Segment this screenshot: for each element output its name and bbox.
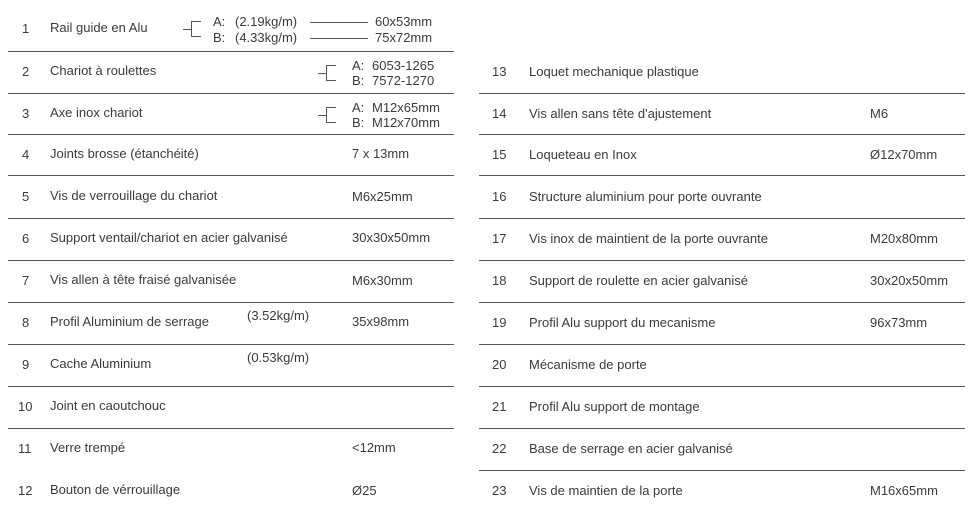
item-number: 20 — [492, 357, 507, 372]
item-spec: 30x30x50mm — [352, 230, 431, 245]
item-name: Vis de verrouillage du chariot — [50, 188, 218, 203]
variant-label: A: — [352, 100, 365, 115]
item-name: Rail guide en Alu — [50, 20, 148, 35]
item-spec: M6x30mm — [352, 273, 413, 288]
item-name: Mécanisme de porte — [529, 357, 647, 372]
leader-line — [310, 38, 368, 39]
variant-label: B: — [213, 30, 226, 45]
row-divider — [479, 302, 965, 303]
item-number: 2 — [22, 64, 30, 79]
item-spec: 7 x 13mm — [352, 146, 410, 161]
item-name: Profil Aluminium de serrage — [50, 314, 209, 329]
item-number: 9 — [22, 357, 30, 372]
row-divider — [479, 93, 965, 94]
item-number: 23 — [492, 483, 507, 498]
row-divider — [479, 428, 965, 429]
item-number: 6 — [22, 231, 30, 246]
variant-label: A: — [352, 58, 365, 73]
item-spec: M20x80mm — [870, 231, 938, 246]
item-number: 7 — [22, 273, 30, 288]
row-divider — [8, 134, 454, 135]
row-divider — [479, 175, 965, 176]
row-divider — [479, 344, 965, 345]
item-number: 5 — [22, 189, 30, 204]
item-number: 13 — [492, 64, 507, 79]
item-number: 4 — [22, 147, 30, 162]
item-number: 18 — [492, 273, 507, 288]
item-spec: 96x73mm — [870, 315, 928, 330]
variant-dimension: 75x72mm — [375, 30, 433, 45]
item-name: Axe inox chariot — [50, 105, 143, 120]
item-name: Vis inox de maintient de la porte ouvrante — [529, 231, 768, 246]
item-number: 22 — [492, 441, 507, 456]
item-spec: M16x65mm — [870, 483, 938, 498]
row-divider — [8, 218, 454, 219]
item-spec: M6 — [870, 106, 889, 121]
row-divider — [8, 51, 454, 52]
variant-value: M12x65mm — [372, 100, 440, 115]
row-divider — [479, 260, 965, 261]
item-spec: M6x25mm — [352, 189, 413, 204]
item-weight: (0.53kg/m) — [247, 350, 310, 365]
item-spec: <12mm — [352, 440, 396, 455]
variant-label: B: — [352, 115, 365, 130]
item-name: Loqueteau en Inox — [529, 147, 637, 162]
row-divider — [8, 302, 454, 303]
item-name: Chariot à roulettes — [50, 63, 157, 78]
item-number: 19 — [492, 315, 507, 330]
item-name: Profil Alu support de montage — [529, 399, 700, 414]
item-name: Cache Aluminium — [50, 356, 152, 371]
item-number: 15 — [492, 147, 507, 162]
item-name: Verre trempé — [50, 440, 126, 455]
row-divider — [8, 386, 454, 387]
leader-line — [310, 22, 368, 23]
row-divider — [479, 470, 965, 471]
item-number: 17 — [492, 231, 507, 246]
item-name: Base de serrage en acier galvanisé — [529, 441, 733, 456]
item-number: 12 — [18, 483, 33, 498]
item-number: 8 — [22, 315, 30, 330]
variant-label: B: — [352, 73, 365, 88]
item-name: Vis de maintien de la porte — [529, 483, 683, 498]
variant-value: M12x70mm — [372, 115, 440, 130]
row-divider — [8, 344, 454, 345]
item-number: 21 — [492, 399, 507, 414]
item-weight: (3.52kg/m) — [247, 308, 310, 323]
variant-value: 7572-1270 — [372, 73, 435, 88]
item-number: 14 — [492, 106, 507, 121]
item-spec: Ø12x70mm — [870, 147, 938, 162]
row-divider — [8, 93, 454, 94]
row-divider — [8, 428, 454, 429]
row-divider — [8, 260, 454, 261]
variant-dimension: 60x53mm — [375, 14, 433, 29]
item-spec: 30x20x50mm — [870, 273, 949, 288]
item-number: 3 — [22, 106, 30, 121]
item-spec: Ø25 — [352, 483, 377, 498]
item-name: Vis allen sans tête d'ajustement — [529, 106, 712, 121]
item-name: Loquet mechanique plastique — [529, 64, 699, 79]
row-divider — [479, 218, 965, 219]
item-name: Structure aluminium pour porte ouvrante — [529, 189, 762, 204]
variant-weight: (4.33kg/m) — [235, 30, 298, 45]
item-number: 10 — [18, 399, 33, 414]
item-name: Support ventail/chariot en acier galvanisé — [50, 230, 288, 245]
item-number: 11 — [18, 441, 32, 456]
item-spec: 35x98mm — [352, 314, 410, 329]
item-name: Joint en caoutchouc — [50, 398, 166, 413]
item-number: 1 — [22, 21, 30, 36]
variant-label: A: — [213, 14, 226, 29]
item-number: 16 — [492, 189, 507, 204]
row-divider — [8, 175, 454, 176]
row-divider — [479, 386, 965, 387]
variant-value: 6053-1265 — [372, 58, 435, 73]
variant-weight: (2.19kg/m) — [235, 14, 298, 29]
item-name: Support de roulette en acier galvanisé — [529, 273, 748, 288]
item-name: Profil Alu support du mecanisme — [529, 315, 716, 330]
item-name: Vis allen à tête fraisé galvanisée — [50, 272, 237, 287]
row-divider — [479, 134, 965, 135]
item-name: Bouton de vérrouillage — [50, 482, 181, 497]
item-name: Joints brosse (étanchéité) — [50, 146, 199, 161]
